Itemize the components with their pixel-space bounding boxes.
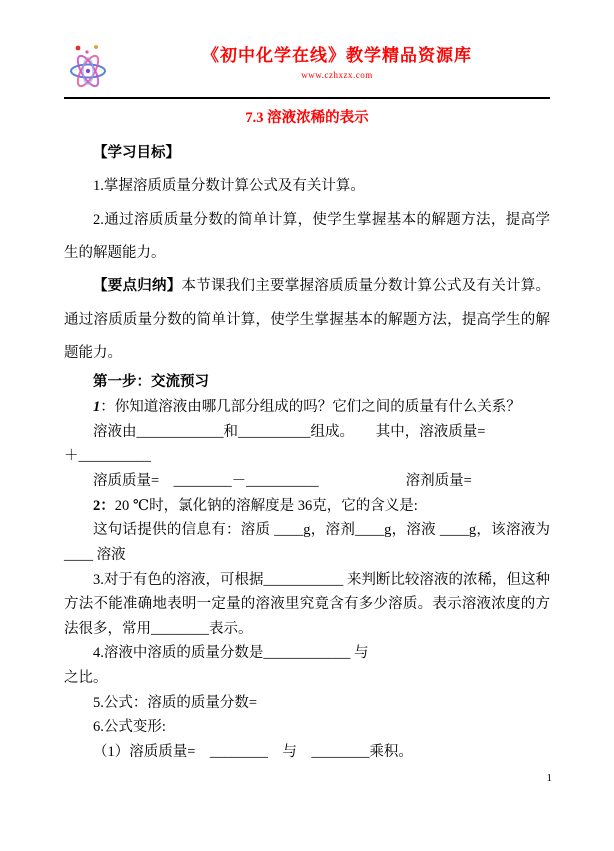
page-title: 7.3 溶液浓稀的表示 bbox=[245, 110, 369, 126]
question-1-blank-line-2: ＋__________ bbox=[64, 448, 151, 465]
question-1-blank-line-1: 溶液由____________和__________组成。 其中，溶液质量= bbox=[93, 423, 486, 440]
question-5: 5.公式：溶质的质量分数= bbox=[93, 694, 258, 711]
question-1-number: 1 bbox=[93, 399, 101, 416]
question-4-line-1: 4.溶液中溶质的质量分数是____________ 与 bbox=[93, 645, 369, 662]
question-1-blank-line-3: 溶质质量= ________－__________ 溶剂质量= bbox=[93, 472, 472, 489]
question-2-number: 2： bbox=[93, 497, 115, 514]
header-text bbox=[124, 44, 550, 80]
learning-goals-heading: 【学习目标】 bbox=[93, 145, 180, 161]
goals-section bbox=[64, 137, 550, 370]
document-header bbox=[64, 42, 550, 94]
site-title: 《初中化学在线》教学精品资源库 bbox=[202, 46, 472, 65]
question-1-text: ：你知道溶液由哪几部分组成的吗？它们之间的质量有什么关系？ bbox=[100, 399, 521, 416]
page-number: 1 bbox=[546, 772, 552, 784]
site-url[interactable]: www.czhxzx.com bbox=[301, 69, 373, 80]
key-points-paragraph bbox=[64, 270, 550, 370]
question-6: 6.公式变形: bbox=[93, 719, 166, 736]
atom-flower-logo-icon bbox=[66, 42, 110, 94]
question-4-line-2: 之比。 bbox=[64, 670, 108, 687]
key-points-text: 本节课我们主要掌握溶质质量分数计算公式及有关计算。通过溶质质量分数的简单计算，使学生掌握基本的解题方法，提高学生的解题能力。 bbox=[64, 278, 550, 362]
step-one-heading: 第一步：交流预习 bbox=[93, 374, 209, 391]
question-2 bbox=[64, 494, 550, 519]
goal-item-1: 1.掌握溶质质量分数计算公式及有关计算。 bbox=[93, 178, 365, 195]
step-one-section bbox=[64, 370, 550, 764]
question-2-text: 20 ℃时，氯化钠的溶解度是 36克，它的含义是: bbox=[114, 497, 418, 514]
goal-item-2: 2.通过溶质质量分数的简单计算，使学生掌握基本的解题方法，提高学生的解题能力。 bbox=[64, 211, 550, 262]
key-points-label: 【要点归纳】 bbox=[93, 278, 182, 295]
question-6-sub-1: （1）溶质质量= ________ 与 ________乘积。 bbox=[93, 744, 413, 761]
document-body bbox=[64, 106, 550, 765]
header-divider bbox=[64, 97, 550, 99]
question-2-info: 这句话提供的信息有：溶质 ____g，溶剂____g，溶液 ____g，该溶液为 ____ 溶液 bbox=[64, 522, 550, 563]
question-1 bbox=[64, 395, 550, 420]
question-3: 3.对于有色的溶液，可根据___________ 来判断比较溶液的浓稀，但这种方法不能准确地表明一定量的溶液里究竟含有多少溶质。表示溶液浓度的方法很多，常用________表示。 bbox=[64, 571, 550, 637]
